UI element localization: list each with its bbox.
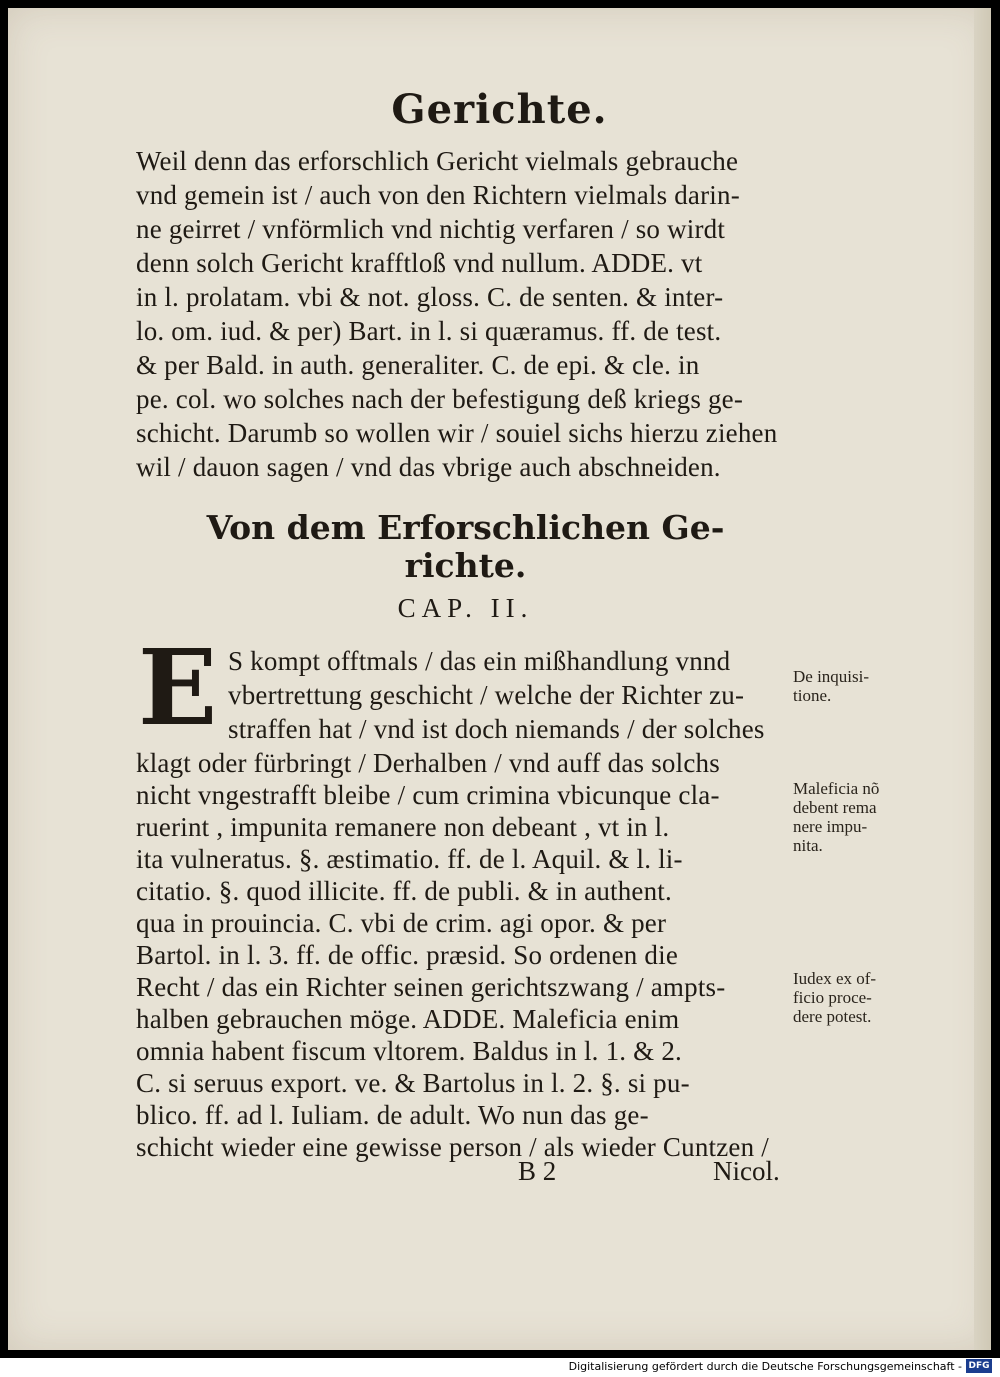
dfg-logo: DFG <box>966 1359 992 1373</box>
catchword: Nicol. <box>713 1156 780 1186</box>
digitization-credit: Digitalisierung gefördert durch die Deutsche Forschungsgemeinschaft - <box>568 1360 962 1373</box>
text-line: in l. prolatam. vbi & not. gloss. C. de senten. & inter- <box>136 282 724 312</box>
marginal-note-line: De inquisi- <box>793 667 870 686</box>
book-page <box>8 8 991 1350</box>
chapter-number: CAP. II. <box>397 593 534 623</box>
text-line: ruerint , impunita remanere non debeant , vt in l. <box>136 812 670 842</box>
text-line: schicht wieder eine gewisse person / als wieder Cuntzen / <box>136 1132 769 1162</box>
text-line: Weil denn das erforschlich Gericht vielmals gebrauche <box>136 146 739 176</box>
marginal-note-line: debent rema <box>793 798 877 817</box>
text-line: citatio. §. quod illicite. ff. de publi. & in authent. <box>136 876 672 906</box>
text-line: ita vulneratus. §. æstimatio. ff. de l. Aquil. & l. li- <box>136 844 683 874</box>
text-line: wil / dauon sagen / vnd das vbrige auch abschneiden. <box>136 452 721 482</box>
marginal-note-line: ficio proce- <box>793 988 872 1007</box>
text-line: vnd gemein ist / auch von den Richtern vielmals darin- <box>136 180 740 210</box>
drop-cap-initial: E <box>138 626 218 749</box>
marginal-note-line: tione. <box>793 686 832 705</box>
text-line: schicht. Darumb so wollen wir / souiel sichs hierzu ziehen <box>136 418 778 448</box>
marginal-note-line: nere impu- <box>793 817 868 836</box>
text-line: S kompt offtmals / das ein mißhandlung vnnd <box>228 646 731 676</box>
text-line: klagt oder fürbringt / Derhalben / vnd auff das solchs <box>136 748 720 778</box>
marginal-note-line: Iudex ex of- <box>793 969 877 988</box>
text-line: qua in prouincia. C. vbi de crim. agi opor. & per <box>136 908 667 938</box>
text-line: halben gebrauchen möge. ADDE. Maleficia enim <box>136 1004 680 1034</box>
text-line: Recht / das ein Richter seinen gerichtszwang / ampts- <box>136 972 726 1002</box>
chapter-heading: richte. <box>404 546 527 585</box>
text-line: ne geirret / vnförmlich vnd nichtig verfaren / so wirdt <box>136 214 726 244</box>
signature-mark: B 2 <box>518 1156 557 1186</box>
marginal-note-line: nita. <box>793 836 823 855</box>
text-line: blico. ff. ad l. Iuliam. de adult. Wo nun das ge- <box>136 1100 649 1130</box>
text-line: pe. col. wo solches nach der befestigung deß kriegs ge- <box>136 384 744 414</box>
text-line: denn solch Gericht krafftloß vnd nullum. ADDE. vt <box>136 248 703 278</box>
text-line: vbertrettung geschicht / welche der Richter zu- <box>228 680 745 710</box>
text-line: Bartol. in l. 3. ff. de offic. præsid. So ordenen die <box>136 940 679 970</box>
text-line: omnia habent fiscum vltorem. Baldus in l. 1. & 2. <box>136 1036 682 1066</box>
marginal-note-line: Maleficia nõ <box>793 779 880 798</box>
text-line: C. si seruus export. ve. & Bartolus in l. 2. §. si pu- <box>136 1068 690 1098</box>
page-edge <box>974 8 991 1350</box>
text-line: & per Bald. in auth. generaliter. C. de epi. & cle. in <box>136 350 700 380</box>
chapter-heading: Von dem Erforschlichen Ge- <box>206 508 725 547</box>
text-line: nicht vngestrafft bleibe / cum crimina vbicunque cla- <box>136 780 720 810</box>
text-line: lo. om. iud. & per) Bart. in l. si quæramus. ff. de test. <box>136 316 722 346</box>
marginal-note-line: dere potest. <box>793 1007 872 1026</box>
running-head: Gerichte. <box>391 86 608 133</box>
text-line: straffen hat / vnd ist doch niemands / der solches <box>228 714 765 744</box>
